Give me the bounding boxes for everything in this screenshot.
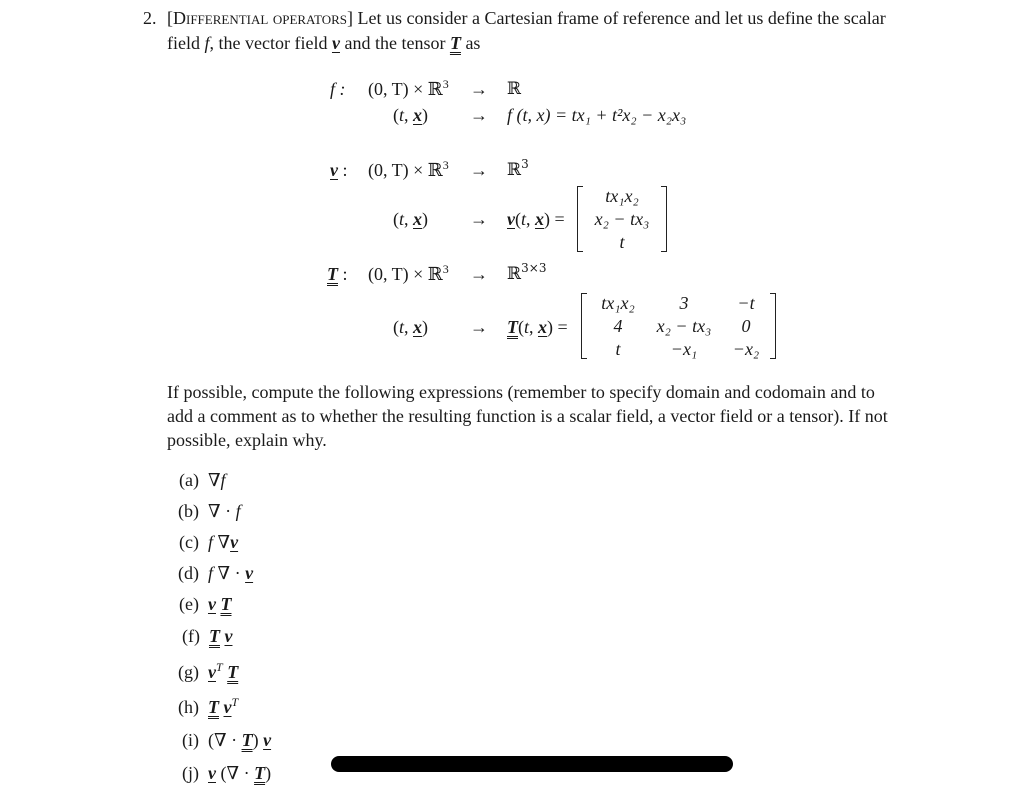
f-codomain: ℝ — [507, 79, 522, 99]
v-function: v(t, x) = — [507, 209, 565, 229]
f-arrow-1: → — [470, 79, 488, 99]
problem-number: 2. — [143, 8, 157, 28]
list-item: (i) (∇ · T) v — [182, 730, 272, 750]
f-formula: f (t, x) = tx₁ + t²x₂ − x₂x₃ — [507, 105, 687, 125]
T-cell-1-1: tx₁x₂ — [601, 293, 635, 313]
v-vector-bracket — [577, 186, 667, 252]
v-arrow-2: → — [470, 209, 488, 229]
intro-text-2c: and the tensor — [344, 33, 446, 53]
T-function: T(t, x) = — [507, 317, 568, 337]
T-cell-2-2: x₂ − tx₃ — [656, 316, 712, 336]
T-domain: (0, T) × ℝ$^3$ — [368, 262, 449, 284]
list-item: (b) ∇ · f — [178, 501, 241, 521]
f-name: f : — [330, 79, 346, 99]
T-cell-3-3: −x₂ — [732, 339, 760, 359]
T-arrow-1: → — [470, 264, 488, 284]
T-cell-2-1: 4 — [613, 316, 623, 336]
T-args: (t, x) — [393, 317, 429, 337]
v-domain: (0, T) × ℝ$^3$ — [368, 158, 449, 180]
v-arrow-1: → — [470, 160, 488, 180]
problem-tag: Differential operators — [173, 8, 348, 28]
f-args: (t, x) — [393, 105, 429, 125]
v-component-1: tx₁x₂ — [605, 186, 639, 206]
f-domain: (0, T) × ℝ$^3$ — [368, 77, 449, 99]
redaction-bar — [331, 756, 733, 772]
list-item: (g) $v^T$ T — [178, 660, 239, 682]
v-args: (t, x) — [393, 209, 429, 229]
T-cell-3-1: t — [615, 339, 621, 359]
f-arrow-2: → — [470, 105, 488, 125]
instructions-line-1: If possible, compute the following expressions (remember to specify domain and codomain and to — [167, 382, 875, 402]
symbol-v: v — [331, 33, 340, 53]
v-codomain: ℝ$^3$ — [507, 157, 529, 180]
intro-text-2b: the vector field — [218, 33, 328, 53]
problem-intro-line-1: [Differential operators] Let us consider a Cartesian frame of reference and let us define the scalar — [167, 8, 886, 28]
T-cell-2-3: 0 — [741, 316, 751, 336]
v-component-3: t — [619, 232, 625, 252]
list-item: (d) f ∇ · v — [178, 563, 254, 583]
list-item: (e) v T — [179, 594, 232, 614]
T-cell-1-3: −t — [737, 293, 755, 313]
symbol-T: T — [449, 33, 461, 53]
list-item: (j) v (∇ · T) — [182, 763, 272, 783]
instructions-line-3: possible, explain why. — [167, 430, 327, 450]
intro-text-2a: field — [167, 33, 200, 53]
T-codomain: ℝ$^{3\times 3}$ — [507, 261, 547, 284]
T-cell-3-2: −x₁ — [670, 339, 698, 359]
T-cell-1-2: 3 — [679, 293, 689, 313]
list-item: (f) T v — [182, 626, 233, 646]
v-component-2: x₂ − tx₃ — [594, 209, 650, 229]
T-arrow-2: → — [470, 317, 488, 337]
intro-text-1: Let us consider a Cartesian frame of reference and let us define the scalar — [357, 8, 886, 28]
list-item: (h) T $v^T$ — [178, 695, 239, 717]
intro-text-2d: as — [465, 33, 481, 53]
list-item: (a) ∇f — [179, 470, 226, 490]
instructions-line-2: add a comment as to whether the resulting function is a scalar field, a vector field or a tensor). If not — [167, 406, 888, 426]
v-name: v : — [330, 160, 348, 180]
list-item: (c) f ∇v — [179, 532, 239, 552]
T-matrix-bracket — [581, 293, 776, 359]
T-name: T : — [327, 264, 348, 284]
problem-intro-line-2: field f, the vector field v and the tensor T as — [167, 33, 481, 53]
